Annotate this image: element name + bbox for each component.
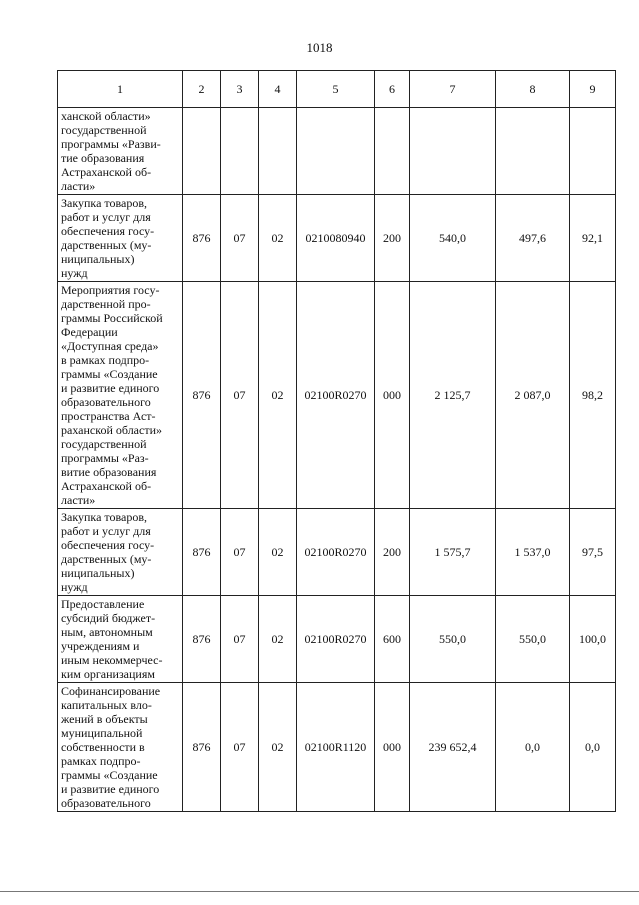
column-header: 9 bbox=[570, 71, 616, 108]
column-header: 1 bbox=[58, 71, 183, 108]
table-cell-c7: 239 652,4 bbox=[410, 683, 496, 812]
table-cell-c2: 876 bbox=[183, 282, 221, 509]
table-cell-c9: 98,2 bbox=[570, 282, 616, 509]
table-row bbox=[58, 683, 616, 812]
table-cell-c9: 0,0 bbox=[570, 683, 616, 812]
table-cell-c2: 876 bbox=[183, 195, 221, 282]
table-header-row bbox=[58, 71, 616, 108]
table-cell-c2: 876 bbox=[183, 683, 221, 812]
table-row bbox=[58, 195, 616, 282]
table-cell-c8: 2 087,0 bbox=[496, 282, 570, 509]
table-cell-c9: 100,0 bbox=[570, 596, 616, 683]
table-cell-c8: 550,0 bbox=[496, 596, 570, 683]
table-cell-c5 bbox=[297, 108, 375, 195]
table-cell-c6: 200 bbox=[375, 195, 410, 282]
row-description: Софинансирование капитальных вло- жений в объекты муниципальной собственности в рамках подпро- граммы «Создание и развитие единого образовательного bbox=[58, 683, 183, 812]
row-description: Закупка товаров, работ и услуг для обеспечения госу- дарственных (му- ниципальных) нужд bbox=[58, 509, 183, 596]
table-row bbox=[58, 596, 616, 683]
table-cell-c4: 02 bbox=[259, 509, 297, 596]
table-cell-c5: 02100R1120 bbox=[297, 683, 375, 812]
table-cell-c2: 876 bbox=[183, 509, 221, 596]
table-cell-c6 bbox=[375, 108, 410, 195]
table-row bbox=[58, 108, 616, 195]
row-description: ханской области» государственной программы «Разви- тие образования Астраханской об- ласти» bbox=[58, 108, 183, 195]
row-description: Предоставление субсидий бюджет- ным, автономным учреждениям и иным некоммерчес- ким организациям bbox=[58, 596, 183, 683]
table-cell-c7: 540,0 bbox=[410, 195, 496, 282]
column-header: 2 bbox=[183, 71, 221, 108]
table-cell-c2 bbox=[183, 108, 221, 195]
table-cell-c6: 000 bbox=[375, 683, 410, 812]
table-cell-c2: 876 bbox=[183, 596, 221, 683]
page-number: 1018 bbox=[306, 40, 333, 55]
table-cell-c4 bbox=[259, 108, 297, 195]
table-cell-c3: 07 bbox=[221, 509, 259, 596]
row-description: Закупка товаров, работ и услуг для обеспечения госу- дарственных (му- ниципальных) нужд bbox=[58, 195, 183, 282]
table-cell-c9: 97,5 bbox=[570, 509, 616, 596]
table-row bbox=[58, 509, 616, 596]
table-cell-c5: 0210080940 bbox=[297, 195, 375, 282]
table-cell-c4: 02 bbox=[259, 282, 297, 509]
table-cell-c5: 02100R0270 bbox=[297, 282, 375, 509]
table-cell-c8: 0,0 bbox=[496, 683, 570, 812]
table-cell-c7: 550,0 bbox=[410, 596, 496, 683]
table-cell-c5: 02100R0270 bbox=[297, 596, 375, 683]
row-description: Мероприятия госу- дарственной про- граммы Российской Федерации «Доступная среда» в рамках подпро- граммы «Создание и развитие единого образовательного пространства Аст- раханской области» государственной программы «Раз- витие образования Астраханской об- ласти» bbox=[58, 282, 183, 509]
table-cell-c8: 1 537,0 bbox=[496, 509, 570, 596]
table-cell-c4: 02 bbox=[259, 683, 297, 812]
table-cell-c3 bbox=[221, 108, 259, 195]
table-cell-c6: 200 bbox=[375, 509, 410, 596]
table-cell-c5: 02100R0270 bbox=[297, 509, 375, 596]
table-cell-c3: 07 bbox=[221, 282, 259, 509]
table-cell-c4: 02 bbox=[259, 195, 297, 282]
table-cell-c6: 600 bbox=[375, 596, 410, 683]
column-header: 8 bbox=[496, 71, 570, 108]
column-header: 5 bbox=[297, 71, 375, 108]
table-cell-c7: 1 575,7 bbox=[410, 509, 496, 596]
table-cell-c3: 07 bbox=[221, 683, 259, 812]
table-cell-c4: 02 bbox=[259, 596, 297, 683]
page-bottom-rule bbox=[0, 891, 639, 892]
budget-table bbox=[57, 70, 616, 812]
table-cell-c3: 07 bbox=[221, 596, 259, 683]
table-cell-c6: 000 bbox=[375, 282, 410, 509]
table-cell-c9 bbox=[570, 108, 616, 195]
table-cell-c7: 2 125,7 bbox=[410, 282, 496, 509]
table-cell-c8 bbox=[496, 108, 570, 195]
column-header: 6 bbox=[375, 71, 410, 108]
table-cell-c8: 497,6 bbox=[496, 195, 570, 282]
table-cell-c9: 92,1 bbox=[570, 195, 616, 282]
column-header: 7 bbox=[410, 71, 496, 108]
column-header: 4 bbox=[259, 71, 297, 108]
column-header: 3 bbox=[221, 71, 259, 108]
table-cell-c3: 07 bbox=[221, 195, 259, 282]
table-cell-c7 bbox=[410, 108, 496, 195]
table-row bbox=[58, 282, 616, 509]
